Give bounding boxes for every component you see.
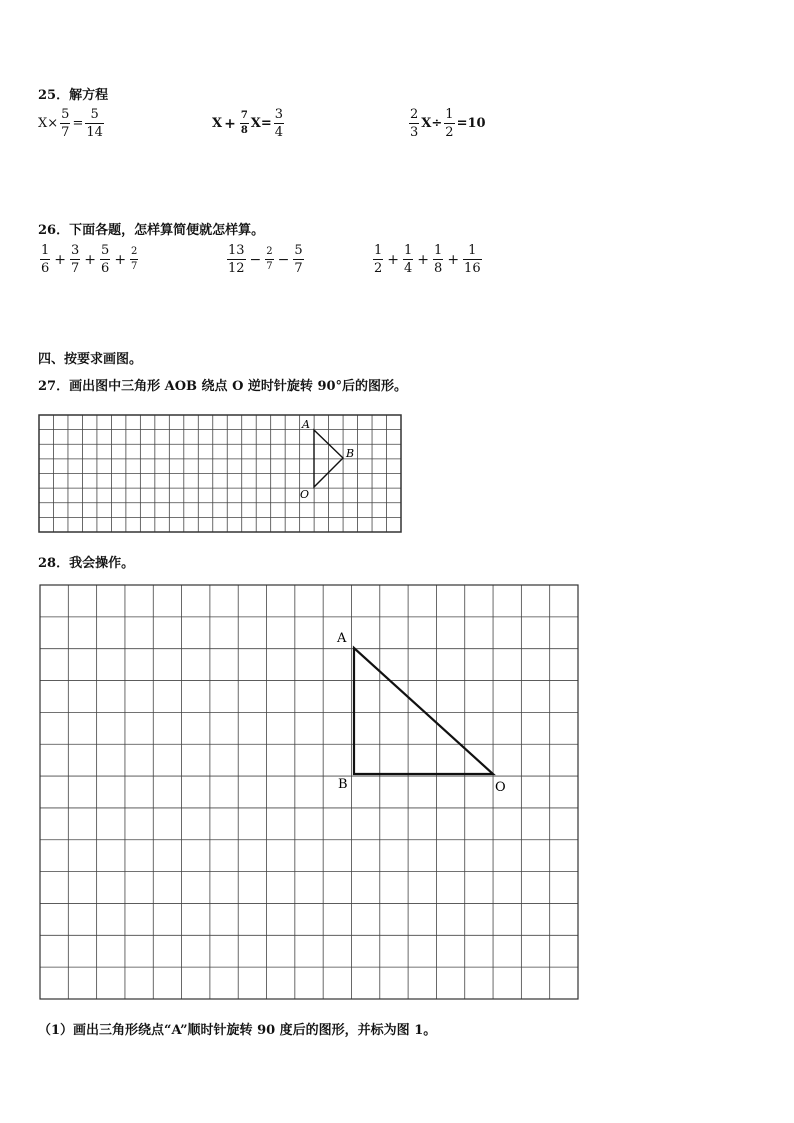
equals-sign: = (72, 116, 84, 131)
fraction: $\frac{2}{7}$ (266, 246, 273, 272)
q26-expression-3 (371, 244, 484, 275)
q28-label-a: A (337, 631, 347, 646)
q27-grid-figure (38, 412, 404, 534)
divide-sign: ÷ (431, 116, 443, 131)
q26-title: 26．下面各题，怎样算简便就怎样算。 (38, 223, 265, 238)
q26-expression-2 (225, 244, 306, 275)
fraction: $\frac{1}{16}$ (464, 243, 481, 276)
q25-equation-1 (38, 108, 106, 139)
plus-sign: + (447, 251, 460, 268)
fraction: $\frac{1}{6}$ (41, 243, 50, 276)
q25-equation-2 (212, 108, 286, 139)
q28-label-b: B (338, 777, 348, 792)
plus-sign: + (417, 251, 430, 268)
q28-title: 28．我会操作。 (38, 556, 135, 571)
plus-sign: + (114, 251, 127, 268)
plus-sign: + (387, 251, 400, 268)
fraction: $\frac{2}{3}$ (410, 107, 419, 140)
q25-equation-3 (407, 108, 486, 139)
q28-subquestion-1: （1）画出三角形绕点“A”顺时针旋转 90 度后的图形，并标为图 1。 (38, 1023, 437, 1038)
equals-sign: = (260, 116, 272, 131)
plus-sign: + (54, 251, 67, 268)
equals-ten: =10 (456, 116, 486, 131)
plus-sign: + (84, 251, 97, 268)
fraction: $\frac{5}{6}$ (101, 243, 110, 276)
fraction: $\frac{5}{7}$ (294, 243, 303, 276)
fraction: $\frac{5}{7}$ (61, 107, 70, 140)
variable: X (38, 116, 48, 131)
minus-sign: − (277, 251, 290, 268)
fraction: $\frac{3}{4}$ (274, 107, 284, 140)
times-sign: × (47, 116, 59, 131)
q27-label-a: A (302, 418, 310, 431)
minus-sign: − (249, 251, 262, 268)
q26-expression-1 (38, 244, 140, 275)
variable: X (421, 116, 432, 131)
fraction: $\frac{2}{7}$ (131, 246, 138, 272)
q25-title: 25．解方程 (38, 88, 109, 103)
section-four-title: 四、按要求画图。 (38, 352, 143, 367)
q27-grid (39, 415, 401, 532)
variable: X (250, 116, 261, 131)
fraction: $\frac{3}{7}$ (71, 243, 80, 276)
q27-title: 27．画出图中三角形 AOB 绕点 O 逆时针旋转 90°后的图形。 (38, 379, 408, 394)
fraction: $\frac{1}{4}$ (404, 243, 413, 276)
q28-label-o: O (495, 780, 506, 795)
q27-label-b: B (346, 447, 355, 460)
variable: X (212, 116, 223, 131)
fraction: $\frac{1}{2}$ (445, 107, 454, 140)
fraction: $\frac{1}{2}$ (374, 243, 383, 276)
q28-triangle-abo (354, 648, 493, 774)
fraction: $\frac{13}{12}$ (228, 243, 245, 276)
plus-sign: + (224, 115, 236, 132)
q28-grid-figure (38, 583, 582, 1003)
fraction: $\frac{5}{14}$ (86, 107, 103, 140)
fraction: $\frac{7}{8}$ (240, 110, 248, 136)
fraction: $\frac{1}{8}$ (434, 243, 443, 276)
q27-label-o: O (300, 488, 310, 501)
